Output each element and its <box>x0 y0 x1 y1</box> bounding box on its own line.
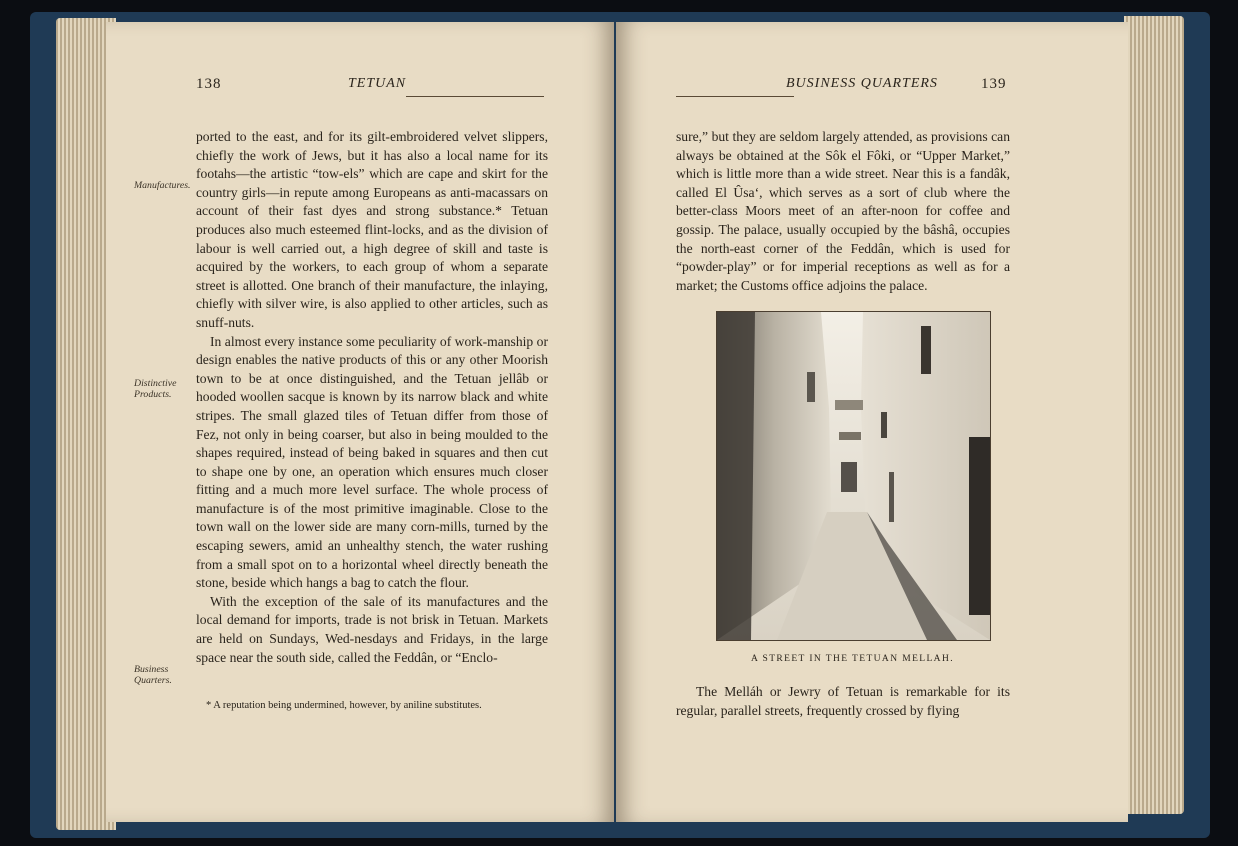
side-note-line: Distinctive <box>134 378 177 389</box>
right-running-header <box>676 76 1016 96</box>
side-note-manufactures: Manufactures. <box>134 180 191 191</box>
side-note-business <box>134 664 172 686</box>
photo-illustration <box>717 312 990 640</box>
side-note-distinctive <box>134 378 176 400</box>
side-note-line: Business <box>134 664 169 675</box>
left-running-header <box>196 76 548 96</box>
footnote: * A reputation being undermined, however, by aniline substitutes. <box>206 700 482 711</box>
street-photograph <box>716 311 991 641</box>
right-running-title: BUSINESS QUARTERS <box>786 76 938 91</box>
header-rule <box>406 96 544 97</box>
paragraph: ported to the east, and for its gilt-embroidered velvet slippers, chiefly the work of Jews, but it has also a local name for its footahs—the artistic “tow-els” which are cape and skirt for the country girls—in repute among Europeans as anti-macassars on account of their fast dyes and strong substance.* Tetuan produces also much esteemed flint-locks, and as the division of labour is well carried out, a high degree of skill and taste is acquired by the workers, to each group of whom a separate street is allotted. One branch of their manufacture, the inlaying, chiefly with silver wire, is also applied to other articles, such as snuff-nuts. <box>196 129 548 330</box>
left-page-number: 138 <box>196 76 222 92</box>
paragraph: With the exception of the sale of its manufactures and the local demand for imports, trade is not brisk in Tetuan. Markets are held on Sundays, Wed-nesdays and Fridays, in the large space near the south side, called the Feddân, or “Enclo- <box>196 593 548 665</box>
left-running-title: TETUAN <box>348 76 407 91</box>
side-note-line: Products. <box>134 389 172 400</box>
page-edges-right <box>1124 16 1184 814</box>
right-text-top <box>676 128 1010 295</box>
right-text-bottom <box>676 683 1010 720</box>
paragraph: sure,” but they are seldom largely attended, as provisions can always be obtained at the Sôk el Fôki, or “Upper Market,” which is little more than a wide street. Near this is a fandâk, called El Ûsa‘, which serves as a sort of club where the better-class Moors meet of an after-noon for coffee and gossip. The palace, usually occupied by the bâshâ, occupies the north-east corner of the Feddân, which is used for “powder-play” or for imperial receptions as well as for a market; the Customs office adjoins the palace. <box>676 129 1010 293</box>
photo-caption: A STREET IN THE TETUAN MELLAH. <box>751 654 954 664</box>
side-note-line: Quarters. <box>134 675 172 686</box>
header-rule <box>676 96 794 97</box>
left-text-column <box>196 128 548 667</box>
right-page-number: 139 <box>981 76 1007 92</box>
paragraph: In almost every instance some peculiarity of work-manship or design enables the native products of this or any other Moorish town to be at once distinguished, and the Tetuan jellâb or hooded woollen sacque is known by its narrow black and white stripes. The small glazed tiles of Tetuan differ from those of Fez, not only in being coarser, but also in being moulded to the shapes required, instead of being baked in squares and then cut to shape one by one, an operation which ensures much closer fitting and a much more level surface. The whole process of manufacture is of the most primitive imaginable. Close to the town wall on the lower side are many corn-mills, turned by the escaping sewers, amid an unhealthy stench, the water rushing from a small spot on to a horizontal wheel directly beneath the stone, beside which hangs a bag to catch the flour. <box>196 333 548 591</box>
paragraph: The Melláh or Jewry of Tetuan is remarkable for its regular, parallel streets, frequently crossed by flying <box>676 684 1010 718</box>
